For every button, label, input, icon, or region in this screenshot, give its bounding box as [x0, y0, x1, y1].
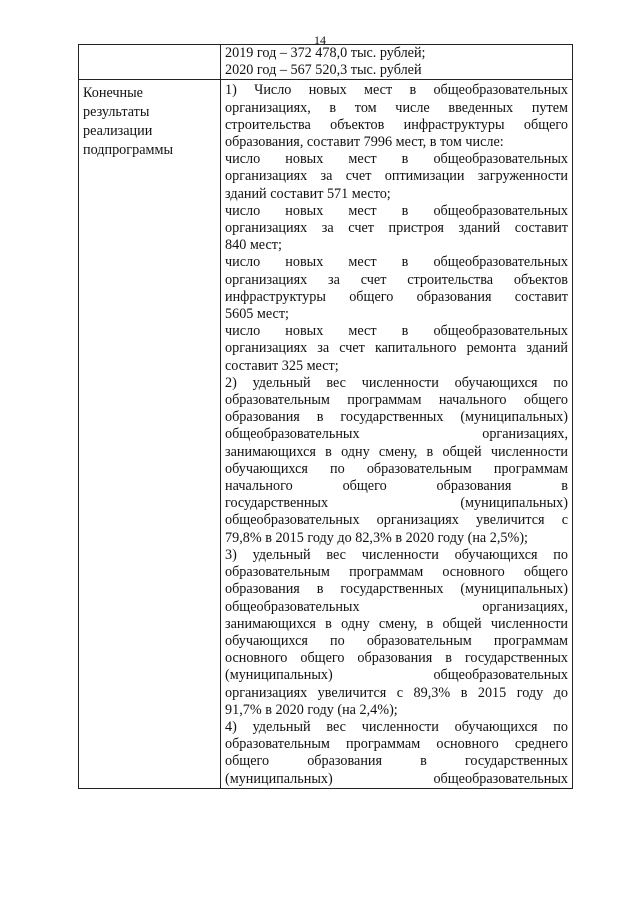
results-text-line: организациях, в том числе введенных путем	[225, 99, 568, 116]
results-text-line: число новых мест в общеобразовательных	[225, 323, 568, 340]
results-label-line: реализации	[83, 123, 153, 140]
program-table	[78, 44, 573, 789]
results-text-line: зданий составит 571 место;	[225, 185, 391, 202]
results-text-line: 840 мест;	[225, 237, 282, 254]
results-text-line: (муниципальных) общеобразовательных	[225, 770, 568, 787]
results-text-line: 3) удельный вес численности обучающихся по	[225, 546, 568, 563]
results-text-line: основного общего образования в государственных	[225, 650, 568, 667]
results-text-line: обучающихся по образовательным программам	[225, 460, 568, 477]
results-text-line: организациях за счет капитального ремонта зданий	[225, 340, 568, 357]
row-label-cell	[79, 45, 221, 80]
results-label-cell	[79, 80, 221, 788]
results-text-line: общеобразовательных организациях,	[225, 426, 568, 443]
results-text-line: число новых мест в общеобразовательных	[225, 254, 568, 271]
results-text-line: 5605 мест;	[225, 306, 289, 323]
results-text-line: образования в государственных (муниципальных)	[225, 581, 568, 598]
results-text-line: общеобразовательных организациях,	[225, 598, 568, 615]
table-row-funding	[79, 45, 573, 80]
results-text-line: организациях за счет пристроя зданий составит	[225, 220, 568, 237]
results-text-line: образования, составит 7996 мест, в том числе:	[225, 134, 504, 151]
results-text-line: образования в государственных (муниципальных)	[225, 409, 568, 426]
results-text-line: 4) удельный вес численности обучающихся по	[225, 718, 568, 735]
results-label-line: результаты	[83, 104, 150, 121]
results-text-line: начального общего образования в	[225, 478, 568, 495]
results-text-line: общеобразовательных организациях увеличится с	[225, 512, 568, 529]
results-text-line: 1) Число новых мест в общеобразовательных	[225, 82, 568, 99]
results-text-line: занимающихся в одну смену, в общей численности	[225, 443, 568, 460]
results-text-line: 79,8% в 2015 году до 82,3% в 2020 году (на 2,5%);	[225, 529, 528, 546]
results-text-line: число новых мест в общеобразовательных	[225, 202, 568, 219]
results-label-line: подпрограммы	[83, 142, 173, 159]
funding-line: 2020 год – 567 520,3 тыс. рублей	[225, 62, 422, 79]
results-text-line: образовательным программам основного среднего	[225, 736, 568, 753]
results-text-line: организациях за счет оптимизации загруженности	[225, 168, 568, 185]
results-text-line: составит 325 мест;	[225, 357, 339, 374]
results-text-line: общего образования в государственных	[225, 753, 568, 770]
results-text-line: обучающихся по образовательным программам	[225, 632, 568, 649]
results-text-line: строительства объектов инфраструктуры общего	[225, 116, 568, 133]
results-label-line: Конечные	[83, 85, 143, 102]
results-text-line: организациях за счет строительства объектов	[225, 271, 568, 288]
table-row-results	[79, 80, 573, 788]
results-text-cell	[221, 80, 573, 788]
funding-line: 2019 год – 372 478,0 тыс. рублей;	[225, 45, 426, 61]
results-text-line: (муниципальных) общеобразовательных	[225, 667, 568, 684]
results-text-line: образовательным программам основного общего	[225, 564, 568, 581]
funding-cell	[221, 45, 573, 80]
results-text-line: государственных (муниципальных)	[225, 495, 568, 512]
results-text-line: 91,7% в 2020 году (на 2,4%);	[225, 701, 398, 718]
results-text-line: образовательным программам начального общего	[225, 392, 568, 409]
results-text-line: инфраструктуры общего образования составит	[225, 288, 568, 305]
results-text-line: число новых мест в общеобразовательных	[225, 151, 568, 168]
results-text-line: 2) удельный вес численности обучающихся по	[225, 374, 568, 391]
results-text-line: организациях увеличится с 89,3% в 2015 году до	[225, 684, 568, 701]
results-text-line: занимающихся в одну смену, в общей численности	[225, 615, 568, 632]
page-number: 14	[314, 33, 326, 47]
